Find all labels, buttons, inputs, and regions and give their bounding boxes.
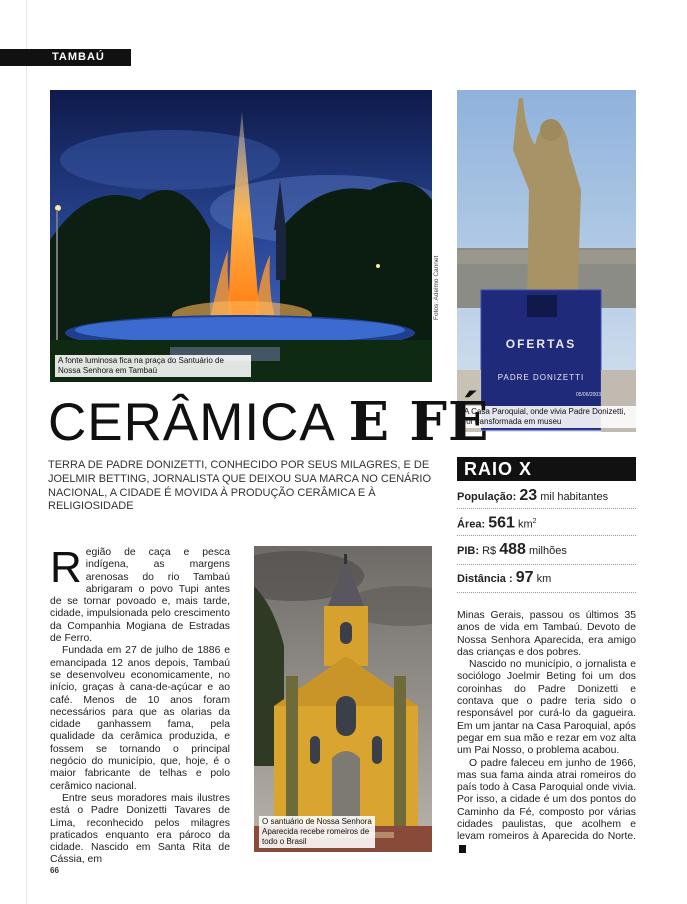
raio-x-title: RAIO X [457,457,636,481]
article-p3: Entre seus moradores mais ilustres está o Padre Donizetti Tavares de Lima, reconhecido pelos milagres praticados enquanto era pároco da cidade. Nascido em Santa Rita de Cássia, em [50,792,230,866]
end-mark-icon [459,845,466,853]
deck-subtitle: TERRA DE PADRE DONIZETTI, CONHECIDO POR SEUS MILAGRES, E DE JOELMIR BETTING, JORNALISTA QUE DEIXOU SUA MARCA NO CENÁRIO NACIONAL, A CIDADE É MOVIDA À PRODUÇÃO CERÂMICA E À RELIGIOSIDADE [48,459,432,513]
fountain-photo [50,90,432,382]
church-caption: O santuário de Nossa Senhora Aparecida recebe romeiros de todo o Brasil [259,816,375,848]
dropcap: R [50,543,82,592]
article-p6: O padre faleceu em junho de 1966, mas sua fama ainda atrai romeiros do país todo à Casa Paroquial onde vivia. Por isso, a cidade é um dos pontos do Caminho da Fé, composto por várias cidades paulistas, que acolhem e levam romeiros à Aparecida do Norte. [457,757,636,843]
raio-x-distancia: Distância : 97 km [457,566,636,593]
photo-credit: Fotos: Adelmo Cannet [433,255,440,320]
church-photo [254,546,432,852]
statue-caption: A Casa Paroquial, onde vivia Padre Donizetti, foi transformada em museu [461,406,637,428]
statue-sign-name: PADRE DONIZETTI [497,373,585,382]
article-p4: Minas Gerais, passou os últimos 35 anos de vida em Tambaú. Devoto de Nossa Senhora Aparecida, era amigo das crianças e dos pobres. [457,610,636,658]
page-number: 66 [50,866,59,875]
section-tag: TAMBAÚ [0,49,131,66]
headline [48,392,489,453]
article-p2: Fundada em 27 de julho de 1886 e emancipada 12 anos depois, Tambaú se desenvolveu economicamente, no início, graças à cana-de-açúcar e ao café. Menos de 10 anos foram necessários para que as olarias da cidade ganhassem fama, pela qualidade da cerâmica produzida, e fossem se tornando o principal negócio do município, que, hoje, é o maior fabricante de telhas e polo cerâmico nacional. [50,645,230,792]
raio-x-area: Área: 561 $km^2$ [457,511,636,536]
raio-x-populacao: População: 23 mil habitantes [457,486,636,509]
article-p1: egião de caça e pesca indígena, as margens arenosas do rio Tambaú abrigaram o povo Tupi antes de se tornar povoado e, mais tarde, cidade, impulsionada pelo crescimento da Companhia Mogiana de Estradas de Ferro. [50,547,230,645]
article-column-left [50,543,230,867]
headline-bold: E FÉ [348,391,490,453]
article-p5: Nascido no município, o jornalista e sociólogo Joelmir Beting foi um dos coroinhas do Padre Donizetti e contava que o padre teria sido o responsável por curá-lo da gagueira. Em um jantar na Casa Paroquial, após pegar em sua mão e rezar em voz alta um Pai Nosso, o problema acabou. [457,659,636,757]
raio-x-pib: PIB: R$ 488 milhões [457,538,636,565]
statue-sign-ofertas: OFERTAS [505,337,577,351]
page-gutter [0,0,27,904]
fountain-caption: A fonte luminosa fica na praça do Santuário de Nossa Senhora em Tambaú [55,355,251,377]
statue-sign-date: 05/06/2003 [575,392,601,398]
article-column-right [457,610,636,856]
headline-light: CERÂMICA [48,393,333,452]
